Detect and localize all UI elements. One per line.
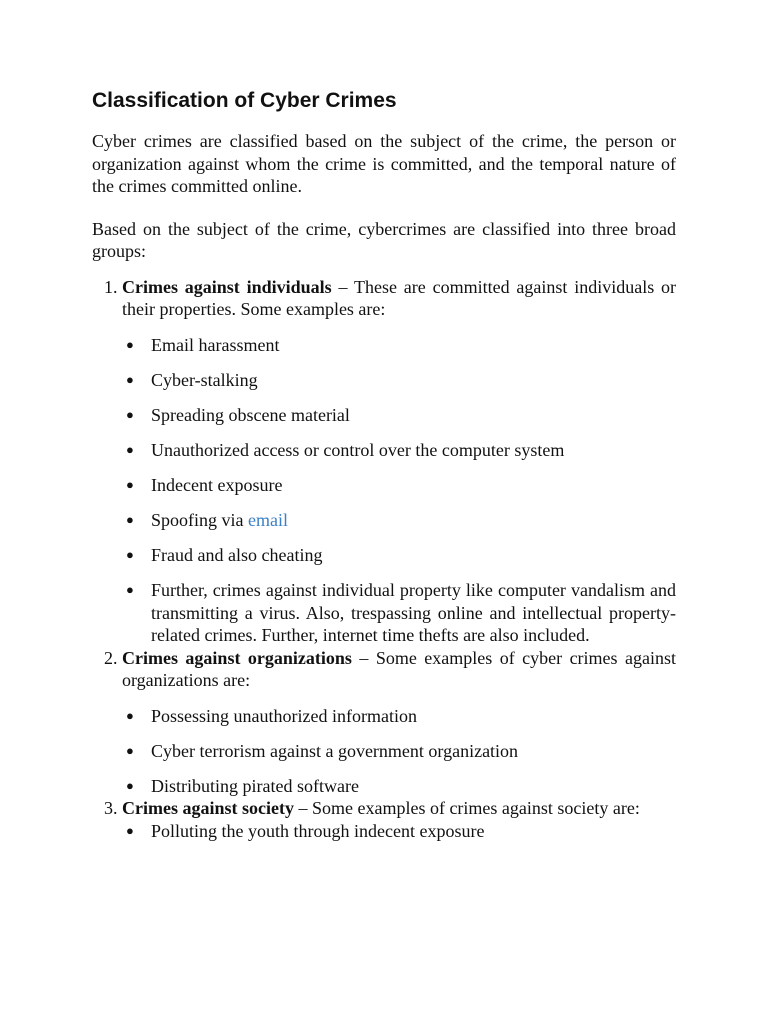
list-item: ● Cyber terrorism against a government organization [126,740,519,761]
bullet-icon: ● [126,707,134,723]
list-item: ● Indecent exposure [126,474,283,495]
intro-paragraph: Cyber crimes are classified based on the subject of the crime, the person or organization against whom the crime is committed, and the temporal nature of the crimes committed online. [92,131,676,196]
groups-paragraph: Based on the subject of the crime, cybercrimes are classified into three broad groups: [92,218,676,261]
bullet-icon: ● [126,371,134,387]
bullet-icon: ● [126,742,134,758]
bullet-icon: ● [126,777,134,793]
bullet-icon: ● [126,476,134,492]
bullet-icon: ● [126,406,134,422]
email-link[interactable]: email [248,509,288,530]
examples-list [122,820,676,843]
list-item: ● Spoofing via email [126,509,288,530]
list-item: ● Distributing pirated software [126,775,359,796]
examples-list [122,334,676,647]
group-individuals [122,276,676,647]
group-heading: Crimes against individuals [122,276,332,297]
list-item: ● Email harassment [126,334,280,355]
group-description: – Some examples of crimes against society are: [298,798,640,819]
list-item: ● Cyber-stalking [126,369,258,390]
bullet-icon: ● [126,547,134,563]
document-page [92,86,676,842]
examples-list [122,705,676,798]
list-item: ● Unauthorized access or control over the computer system [126,439,565,460]
list-item: ● Further, crimes against individual property like computer vandalism and transmitting a virus. Also, trespassing online and intellectual property-related crimes. Further, internet time thefts are also included. [126,580,676,646]
bullet-icon: ● [126,441,134,457]
list-item: ● Polluting the youth through indecent exposure [126,820,485,841]
list-item: ● Fraud and also cheating [126,545,323,566]
bullet-icon: ● [126,822,134,838]
bullet-icon: ● [126,336,134,352]
group-organizations [122,647,676,798]
bullet-icon: ● [126,511,134,527]
list-item: ● Possessing unauthorized information [126,705,417,726]
list-item: ● Spreading obscene material [126,404,350,425]
page-title: Classification of Cyber Crimes [92,89,397,112]
group-heading: Crimes against organizations [122,647,352,668]
group-heading: Crimes against society [122,798,294,819]
group-society [122,797,676,842]
group-description: – These are committed against individuals or their properties. Some examples are: [122,276,677,319]
crime-groups-list [92,276,676,843]
group-description: – Some examples of cyber crimes against organizations are: [122,647,676,691]
bullet-icon: ● [126,582,134,598]
